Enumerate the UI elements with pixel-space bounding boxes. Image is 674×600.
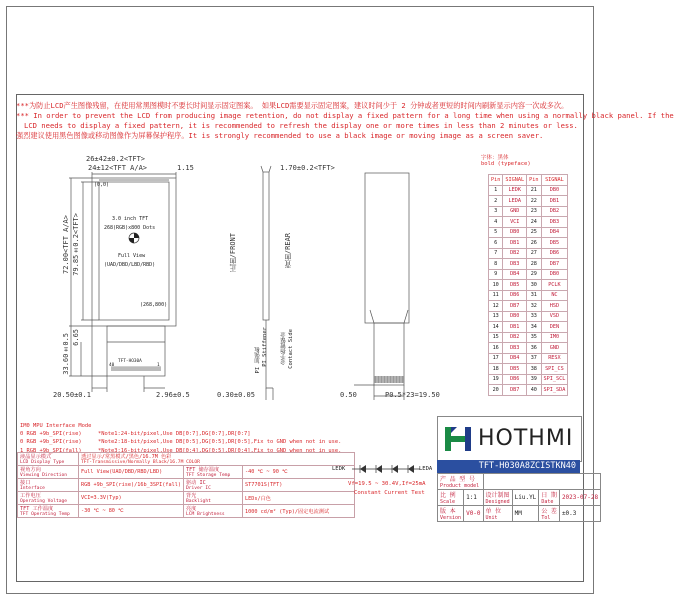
hothmi-logo-icon [444,425,474,453]
font-note-en: bold (typeface) [481,161,531,167]
rear-label: 背面/REAR [284,233,292,269]
pin-signal: DB5 [503,364,527,375]
panel-view-dir: (UAD/DBD/LBD/RBD) [104,262,156,268]
spec-val-display-en: TFT-Transmissive/Normally Black/16.7M COLOR [81,460,200,465]
notice-en-2: LCD needs to display a fixed pattern, it is recommended to refresh the display one or more times in less than 2 minutes or less. [24,121,578,130]
spec-val-backlight: LEDs/白色 [242,492,354,505]
pin-number: 7 [489,248,503,259]
pin-number: 33 [527,311,541,322]
pin-number: 5 [489,227,503,238]
tb-date-en: Date [541,499,554,505]
pin-signal: SPI_CS [541,364,568,375]
tb-unit-cn: 单 位 [485,508,502,515]
spec-cap-optemp: TFT 工作温度 [20,506,54,512]
pin-number: 1 [489,185,503,196]
notice-cn-1: ***为防止LCD产生图像残留，在使用常黑图模时不要长时间显示固定图案。 如果LCD需要显示固定图案，建议时间少于 2 分钟或者更短的时间内刷新显示内容一次或多次。 [16,101,569,110]
side-view-drawing [255,170,315,405]
tb-designer-cn: 设计制图 [485,492,510,499]
dim-aa-height: 72.00<TFT A/A> [62,215,70,275]
pin-row [489,238,568,249]
tb-date-cn: 日 期 [541,492,557,499]
pin-row [489,301,568,312]
spec-row-view [18,466,355,479]
tb-designer-en: Designed [485,499,510,505]
pin-signal: RESX [541,353,568,364]
pin-row [489,290,568,301]
led-formula: Vf=19.5 ~ 30.4V,If=25mA [348,481,426,487]
pin-number: 14 [489,322,503,333]
spec-row-temp [18,505,355,518]
tb-tol-val: ±0.3 [559,506,600,522]
tb-product-model-cn: 产 品 型 号 [440,476,475,483]
spec-val-display: 透过显示/常黑模式/黑色/16.7M 色彩 [81,454,172,460]
dim-6-65: 6.65 [72,329,80,346]
pin-signal: LEDK [503,185,527,196]
pin-table [488,174,568,396]
spec-cap-backlight: 背光 [185,493,197,499]
pin-row [489,259,568,270]
tb-product-model-en: Product model [440,483,480,489]
tb-scale-val: 1:1 [464,490,483,506]
pin-number: 10 [489,280,503,291]
pin-number: 23 [527,206,541,217]
pin-signal: LEDA [503,196,527,207]
dim-tft-width: 26±42±0.2<TFT> [86,155,146,163]
spec-cap-backlight-en: Backlight [185,499,211,504]
pin-signal: DB0 [541,269,568,280]
corner-origin: (0,0) [94,182,110,188]
pin-row [489,206,568,217]
tb-unit-en: Unit [485,515,498,521]
spec-val-storage: -40 ℃ ~ 90 ℃ [242,466,354,479]
pin-signal: DB5 [541,238,568,249]
pi-stiffener-en: PI Stiffener [262,327,268,367]
pin-number: 29 [527,269,541,280]
pin-signal: DB0 [541,185,568,196]
pin-signal: DB2 [503,332,527,343]
spec-cap-voltage: 工作电压 [20,493,41,499]
pin-signal: DB7 [541,259,568,270]
notice-line-3 [16,131,543,141]
corner-end: (268,800) [140,302,168,308]
pin-number: 4 [489,217,503,228]
pin-signal: SPI_SCL [541,374,568,385]
pin-number: 35 [527,332,541,343]
pin-number: 36 [527,343,541,354]
notes-row-1-text: *Note1:24-bit/pixel,Use DB[0:7],DG[0:7],DR[0:7] [98,431,251,438]
pin-number: 21 [527,185,541,196]
spec-row-voltage [18,492,355,505]
signal-header: SIGNAL [503,175,527,186]
pin-header: Pin [527,175,541,186]
pin-table-header [489,175,568,186]
pin-row [489,280,568,291]
dim-0-30: 0.30±0.05 [217,391,255,399]
pin-number: 20 [489,385,503,396]
tb-designer-val: Liu.YL [512,490,539,506]
pin-table-body [489,185,568,395]
font-note: 字体：黑体 [481,155,509,161]
dim-2-96: 2.96±0.5 [156,391,190,399]
pin-row [489,217,568,228]
pin-signal: NC [541,290,568,301]
spec-cap-brightness: 亮度 [185,506,197,512]
dim-pitch: P0.5*23=19.50 [385,391,440,399]
pin-row [489,269,568,280]
notes-row-1 [20,430,341,438]
dim-0-50: 0.50 [340,391,357,399]
led-a-label: LEDA [419,466,433,472]
pin-row [489,227,568,238]
pin-signal: PCLK [541,280,568,291]
notes-title: IM0 MPU Interface Mode [20,423,92,429]
pin-number: 28 [527,259,541,270]
pin-signal: DB7 [503,385,527,396]
fpc-label: TFT-HO30A [118,359,142,364]
pin-row [489,343,568,354]
notes-row-2-label: 0 RGB +9b_SPI(rise) [20,439,82,446]
dim-tft-height: 79.85±0.2<TFT> [72,213,80,276]
pin-signal: DB4 [503,269,527,280]
pin-signal: DB1 [503,322,527,333]
pin-row [489,185,568,196]
spec-val-driver: ST7701S(TFT) [242,479,354,492]
dim-aa-width: 24±12<TFT A/A> [88,164,148,172]
dim-1-15: 1.15 [177,164,194,172]
pi-stiffener-cn: PI 加强板 [255,347,261,374]
panel-view: Full View [118,253,146,259]
pin-signal: DB1 [541,196,568,207]
pin-number: 8 [489,259,503,270]
pin-signal: DB3 [541,217,568,228]
notice-cn-2: 强烈建议使用黑色图像或移动图像作为屏幕保护程序。 [16,131,189,140]
pin-signal: DB1 [503,238,527,249]
notes-row-3-text: *Note3:16-bit/pixel,Use DB[0:4],DG[0:5],DR[0:4],Fix to GND when not in use. [98,447,342,454]
pin-signal: DB3 [503,343,527,354]
pin-number: 13 [489,311,503,322]
notes-row-2 [20,438,341,446]
pin-number: 19 [489,374,503,385]
model-name: TFT-H030A8ZCISTKN40 [478,461,576,471]
tb-tol-en: Tol [541,515,551,521]
pin-signal: DB6 [503,290,527,301]
spec-cap-interface: 接口 [20,480,31,486]
interface-notes [20,422,341,455]
pin-number: 25 [527,227,541,238]
pin-number: 34 [527,322,541,333]
pin-number: 18 [489,364,503,375]
spec-row-interface [18,479,355,492]
pin-row [489,374,568,385]
pin-number: 15 [489,332,503,343]
pin-number: 6 [489,238,503,249]
spec-val-optemp: -30 ℃ ~ 80 ℃ [79,505,184,518]
pin-number: 16 [489,343,503,354]
spec-cap-interface-en: Interface [20,486,45,491]
spec-cap-display: 液晶显示模式 [20,454,52,460]
pin-row [489,311,568,322]
spec-row-display [18,453,355,466]
pin-number: 22 [527,196,541,207]
pin-signal: DEN [541,322,568,333]
pin-number: 24 [527,217,541,228]
logo-box [437,416,582,462]
pin-signal: DB5 [503,280,527,291]
spec-val-view: Full View(UAD/DBD/RBD/LBD) [79,466,184,479]
spec-table [17,452,355,518]
led-k-label: LEDK [332,466,346,472]
pin-signal: DB2 [541,206,568,217]
front-view-drawing [55,160,255,405]
pin-row [489,196,568,207]
panel-size: 3.0 inch TFT [112,216,149,222]
led-diode-string [352,462,420,476]
spec-cap-driver-en: Driver IC [185,486,211,491]
pin-row [489,322,568,333]
pin-number: 39 [527,374,541,385]
pin-row [489,248,568,259]
dim-thickness: 1.70±0.2<TFT> [280,164,335,172]
tb-unit-val: MM [512,506,539,522]
dim-33-60: 33.60±0.5 [62,333,70,375]
spec-cap-view-en: Viewing Direction [20,473,68,478]
spec-cap-driver: 驱动 IC [185,480,206,486]
pin-signal: SPI_SDA [541,385,568,396]
pin-number: 27 [527,248,541,259]
pin-signal: VCI [503,217,527,228]
pin-signal: DB4 [503,353,527,364]
pin-number: 12 [489,301,503,312]
title-block-table [437,473,601,522]
tb-tol-cn: 公 差 [541,508,557,515]
signal-header: SIGNAL [541,175,568,186]
pin-signal: HSD [541,301,568,312]
notes-row-3-label: 1 RGB +9b_SPI(fall) [20,447,82,454]
tb-date-val: 2023-07-28 [559,490,600,506]
spec-val-interface: RGB +9b_SPI(rise)/16b_3SPI(fall) [79,479,184,492]
notice-en-3: It is strongly recommended to use a black image or moving image as a screen saver. [188,131,544,140]
logo-text: HOTHMI [478,426,574,451]
tb-scale-cn: 比 例 [440,492,456,499]
pin-signal: DB2 [503,248,527,259]
spec-cap-storage-en: TFT Storage Temp [185,473,231,478]
dim-20-50: 20.50±0.1 [53,391,91,399]
spec-cap-voltage-en: Operating Voltage [20,499,68,504]
notice-en-1: *** In order to prevent the LCD from producing image retention, do not display a fixed pattern for a long time when using a normally black panel. If the [16,111,674,120]
pin-number: 40 [527,385,541,396]
pin-signal: DB4 [541,227,568,238]
led-constant-current: Constant Current Test [354,490,425,496]
pin-row [489,364,568,375]
spec-cap-brightness-en: LCM Brightness [185,512,225,517]
pin-row [489,332,568,343]
pin-number: 11 [489,290,503,301]
pin-number: 3 [489,206,503,217]
contact-side-cn: 金手指镀镍金 [281,332,287,365]
model-banner [437,460,580,473]
pin-signal: GND [541,343,568,354]
pin-signal: DB3 [503,259,527,270]
tb-scale-en: Scale [440,499,456,505]
pin-number: 17 [489,353,503,364]
pin-signal: DB6 [541,248,568,259]
pin-row [489,353,568,364]
pin-row [489,385,568,396]
pin-signal: IM0 [541,332,568,343]
pin-signal: DB7 [503,301,527,312]
spec-cap-display-en: LCD Display Type [20,460,65,465]
pin-number: 9 [489,269,503,280]
contact-side-en: Contact Side [288,329,294,369]
back-view-drawing [340,170,440,405]
spec-val-brightness: 1000 cd/m² (Typ)/固定电流测试 [242,505,354,518]
fpc-pin-1: 1 [157,363,160,368]
notes-row-2-text: *Note2:18-bit/pixel,Use DB[0:5],DG[0:5],DR[0:5],Fix to GND when not in use. [98,439,342,446]
tb-version-val: V0-0 [464,506,483,522]
pin-number: 32 [527,301,541,312]
pin-number: 2 [489,196,503,207]
pin-number: 37 [527,353,541,364]
notes-row-1-label: 0 RGB +9b_SPI(rise) [20,431,82,438]
pin-header: Pin [489,175,503,186]
front-label: 正面/FRONT [229,233,237,273]
tb-version-en: Version [440,515,462,521]
tb-version-cn: 版 本 [440,508,456,515]
spec-cap-view: 视角方向 [20,467,41,473]
pin-number: 38 [527,364,541,375]
pin-signal: GND [503,206,527,217]
spec-cap-optemp-en: TFT Operating Temp [20,512,70,517]
spec-val-voltage: VCI=3.3V(Typ) [79,492,184,505]
pin-signal: VSD [541,311,568,322]
pin-number: 31 [527,290,541,301]
pin-number: 30 [527,280,541,291]
pin-signal: DB6 [503,374,527,385]
pin-number: 26 [527,238,541,249]
pin-signal: DB0 [503,227,527,238]
fpc-pin-40: 40 [109,363,115,368]
spec-cap-storage: TFT 储存温度 [185,467,220,473]
panel-resolution: 268(RGB)x800 Dots [104,225,156,231]
pin-signal: DB0 [503,311,527,322]
